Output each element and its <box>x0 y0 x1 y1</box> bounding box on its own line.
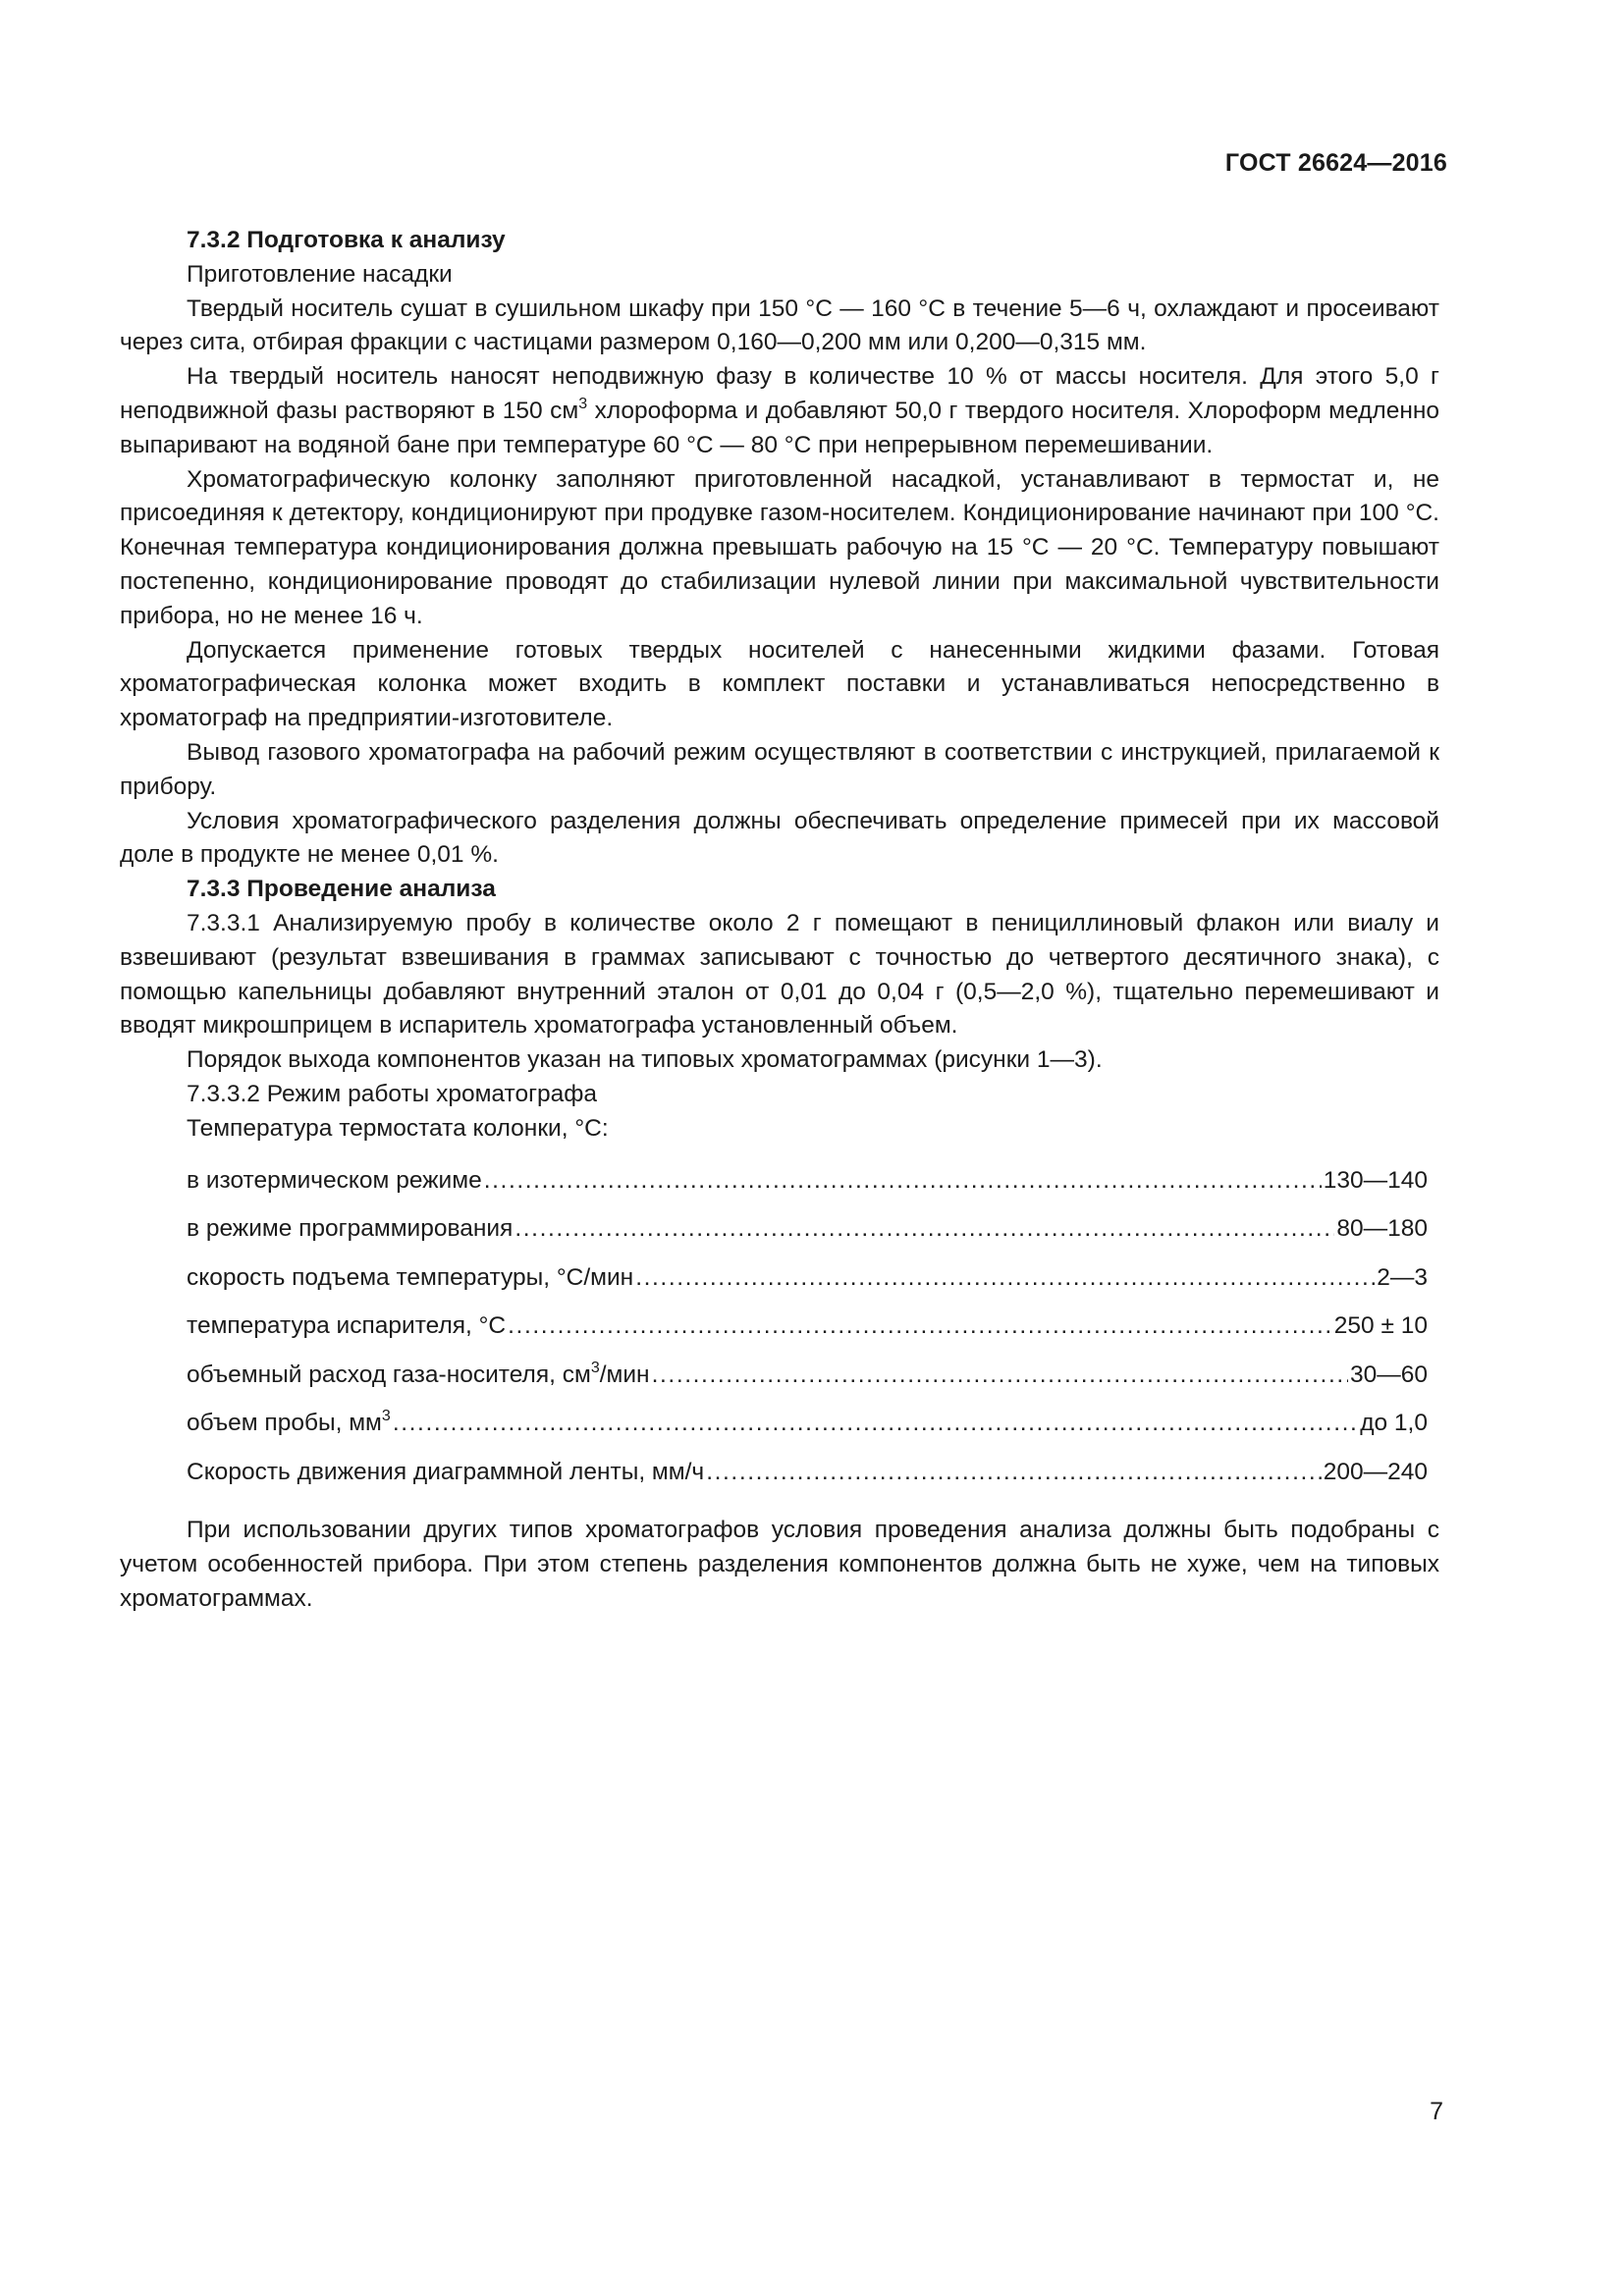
paragraph: Вывод газового хроматографа на рабочий режим осуществляют в соответствии с инструкцией, прилагаемой к прибору. <box>120 738 1439 800</box>
page-content <box>120 224 1439 1616</box>
dot-leader <box>508 1302 1332 1351</box>
parameter-row <box>187 1448 1428 1497</box>
page-number: 7 <box>1430 2098 1443 2125</box>
dot-leader <box>635 1254 1375 1303</box>
parameter-value: 200—240 <box>1323 1458 1428 1485</box>
parameter-row <box>187 1399 1428 1448</box>
section-heading-7-3-2: 7.3.2 Подготовка к анализу <box>187 227 506 253</box>
parameter-label: в изотермическом режиме <box>187 1166 482 1194</box>
paragraph: Хроматографическую колонку заполняют приготовленной насадкой, устанавливают в термостат и, не присоединяя к детектору, кондиционируют при продувке газом-носителем. Кондиционирование начинают при 100 °С. Конечная температура кондиционирования должна превышать рабочую на 15 °С — 20 °С. Температуру повышают постепенно, кондиционирование проводят до стабилизации нулевой линии при максимальной чувствительности прибора, но не менее 16 ч. <box>120 465 1439 629</box>
text-run: На твердый носитель наносят неподвижную фазу в количестве 10 % от массы носителя. Для этого 5,0 г неподвижной фазы растворяют в 150 см <box>120 363 1439 424</box>
parameter-label: скорость подъема температуры, °С/мин <box>187 1263 634 1291</box>
parameter-row <box>187 1156 1428 1205</box>
parameter-label: температура испарителя, °С <box>187 1312 507 1340</box>
parameter-row <box>187 1351 1428 1400</box>
parameter-value: 30—60 <box>1349 1361 1428 1388</box>
paragraph: Порядок выхода компонентов указан на типовых хроматограммах (рисунки 1—3). <box>187 1046 1103 1074</box>
paragraph: Условия хроматографического разделения должны обеспечивать определение примесей при их массовой доле в продукте не менее 0,01 %. <box>120 807 1439 869</box>
parameter-row <box>187 1302 1428 1351</box>
dot-leader <box>393 1399 1358 1448</box>
parameter-row <box>187 1204 1428 1254</box>
dot-leader <box>484 1156 1322 1205</box>
paragraph: Твердый носитель сушат в сушильном шкафу при 150 °С — 160 °С в течение 5—6 ч, охлаждают и просеивают через сита, отбирая фракции с частицами размером 0,160—0,200 мм или 0,200—0,315 мм. <box>120 294 1439 356</box>
subheading-packing: Приготовление насадки <box>187 260 453 288</box>
paragraph: Допускается применение готовых твердых носителей с нанесенными жидкими фазами. Готовая хроматографическая колонка может входить в комплект поставки и устанавливаться непосредственно в хроматограф на предприятии-изготовителе. <box>120 636 1439 732</box>
parameter-label: в режиме программирования <box>187 1215 514 1243</box>
parameter-label: объемный расход газа-носителя, $см^3$/мин <box>187 1359 650 1388</box>
paragraph: 7.3.3.1 Анализируемую пробу в количестве около 2 г помещают в пенициллиновый флакон или виалу и взвешивают (результат взвешивания в граммах записывают с точностью до четвертого десятичного знака), с помощью капельницы добавляют внутренний эталон от 0,01 до 0,04 г (0,5—2,0 %), тщательно перемешивают и вводят микрошприцем в испаритель хроматографа установленный объем. <box>120 909 1439 1040</box>
parameter-label: Скорость движения диаграммной ленты, мм/ч <box>187 1458 705 1485</box>
paragraph <box>120 360 1439 462</box>
parameter-value: 250 ± 10 <box>1333 1312 1428 1340</box>
paragraph: Температура термостата колонки, °С: <box>187 1114 609 1142</box>
document-id-header: ГОСТ 26624—2016 <box>1224 149 1447 177</box>
superscript: 3 <box>578 395 588 412</box>
parameter-label: объем пробы, $мм^3$ <box>187 1408 391 1437</box>
parameter-row <box>187 1254 1428 1303</box>
paragraph: При использовании других типов хроматографов условия проведения анализа должны быть подобраны с учетом особенностей прибора. При этом степень разделения компонентов должна быть не хуже, чем на типовых хроматограммах. <box>120 1517 1439 1612</box>
paragraph: 7.3.3.2 Режим работы хроматографа <box>187 1080 598 1107</box>
section-heading-7-3-3: 7.3.3 Проведение анализа <box>187 876 496 903</box>
dot-leader <box>514 1204 1334 1254</box>
parameter-value: 130—140 <box>1323 1166 1428 1194</box>
dot-leader <box>652 1351 1348 1400</box>
parameter-value: 80—180 <box>1336 1215 1428 1243</box>
chromatograph-parameters-list <box>120 1156 1439 1497</box>
text-run: хлороформа и добавляют 50,0 г твердого носителя. Хлороформ медленно выпаривают на водяной бане при температуре 60 °С — 80 °С при непрерывном перемешивании. <box>120 397 1440 458</box>
parameter-value: 2—3 <box>1377 1263 1428 1291</box>
parameter-value: до 1,0 <box>1360 1410 1428 1437</box>
dot-leader <box>706 1448 1322 1497</box>
